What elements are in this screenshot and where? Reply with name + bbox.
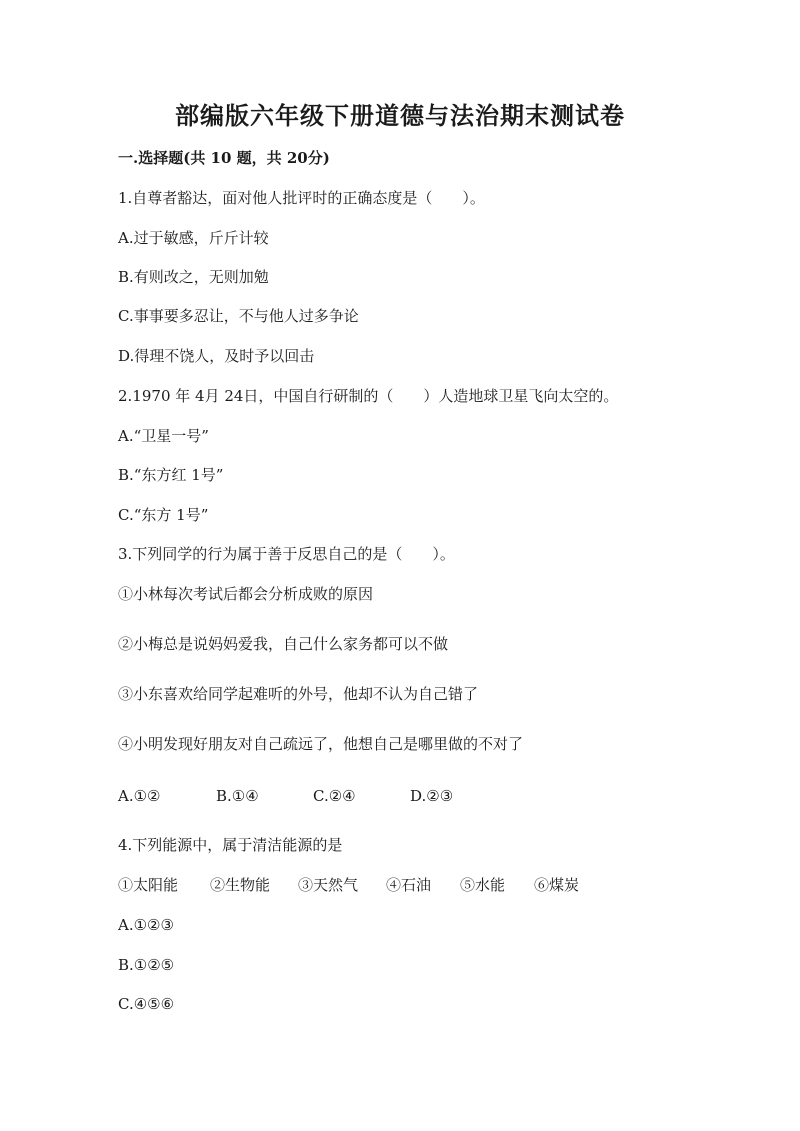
question-4-item-1: ①太阳能: [118, 876, 179, 894]
question-2-option-b: B.“东方红 1号”: [118, 466, 224, 484]
page-title: 部编版六年级下册道德与法治期末测试卷: [175, 101, 625, 130]
question-4-item-5: ⑤水能: [460, 876, 506, 894]
question-1-option-c: C.事事要多忍让，不与他人过多争论: [118, 307, 359, 325]
question-3-option-d: D.②③: [410, 787, 454, 805]
question-2-option-c: C.“东方 1号”: [118, 506, 209, 524]
question-4-option-a: A.①②③: [118, 916, 174, 934]
section-heading: 一.选择题(共 10 题，共 20分): [118, 149, 330, 167]
question-4-item-6: ⑥煤炭: [534, 876, 580, 894]
question-3-item-3: ③小东喜欢给同学起难听的外号，他却不认为自己错了: [118, 685, 479, 703]
question-3-option-a: A.①②: [118, 787, 161, 805]
question-3-item-2: ②小梅总是说妈妈爱我，自己什么家务都可以不做: [118, 635, 449, 653]
question-3-item-4: ④小明发现好朋友对自己疏远了，他想自己是哪里做的不对了: [118, 735, 524, 753]
question-4-item-2: ②生物能: [210, 876, 271, 894]
question-1-option-b: B.有则改之，无则加勉: [118, 268, 269, 286]
question-3-option-c: C.②④: [313, 787, 356, 805]
question-3-stem: 3.下列同学的行为属于善于反思自己的是（ ）。: [118, 545, 455, 563]
question-1-stem: 1.自尊者豁达，面对他人批评时的正确态度是（ ）。: [118, 189, 485, 207]
question-4-option-c: C.④⑤⑥: [118, 995, 175, 1013]
question-4-stem: 4.下列能源中，属于清洁能源的是: [118, 836, 343, 854]
question-2-option-a: A.“卫星一号”: [118, 427, 209, 445]
question-4-item-4: ④石油: [386, 876, 432, 894]
question-4-option-b: B.①②⑤: [118, 956, 175, 974]
question-2-stem: 2.1970 年 4月 24日，中国自行研制的（ ）人造地球卫星飞向太空的。: [118, 387, 619, 405]
question-3-item-1: ①小林每次考试后都会分析成败的原因: [118, 585, 374, 603]
question-3-option-b: B.①④: [216, 787, 259, 805]
question-1-option-d: D.得理不饶人，及时予以回击: [118, 347, 315, 365]
question-4-item-3: ③天然气: [298, 876, 359, 894]
question-1-option-a: A.过于敏感，斤斤计较: [118, 229, 269, 247]
